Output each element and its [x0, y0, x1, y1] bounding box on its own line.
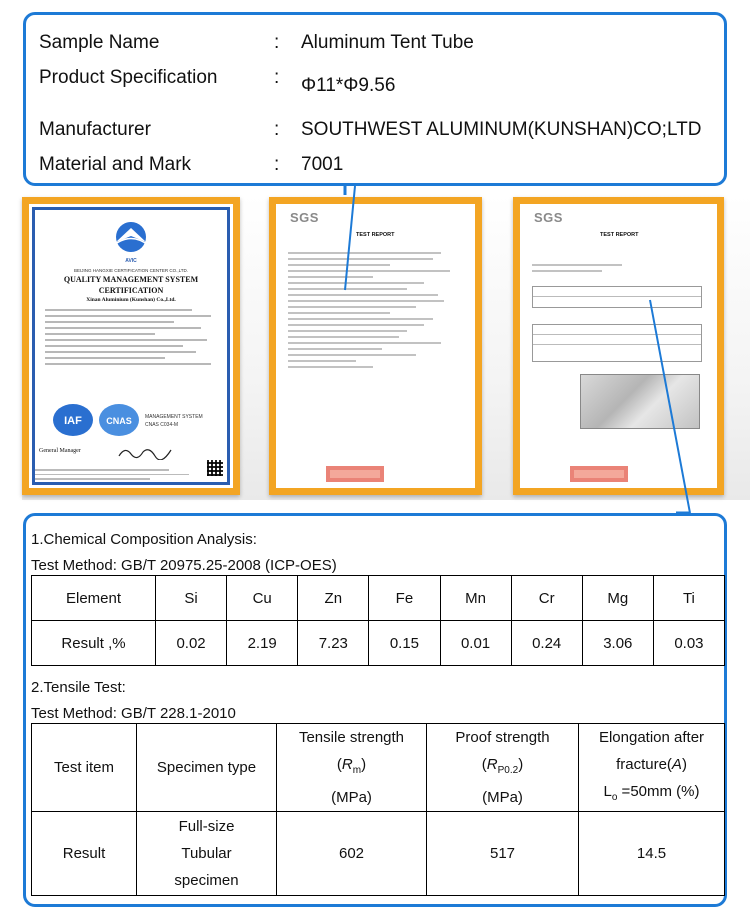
header-line — [427, 751, 578, 784]
tensile-method: Test Method: GB/T 228.1-2010 — [31, 705, 236, 722]
element-cell: Mg — [582, 576, 653, 621]
sample-info-panel — [23, 12, 727, 186]
result-cell: 0.01 — [440, 621, 511, 666]
specimen-line: Full-size — [178, 818, 235, 835]
cert-footer-text — [35, 466, 227, 483]
row-header-element: Element — [32, 576, 156, 621]
info-label: Manufacturer — [39, 119, 151, 140]
table-row — [32, 812, 725, 896]
header-line: Tensile strength — [298, 729, 405, 746]
sgs-logo: SGS — [534, 210, 563, 225]
chemical-heading: 1.Chemical Composition Analysis: — [31, 531, 257, 548]
table-row — [32, 576, 725, 621]
sgs-test-report-page2 — [513, 197, 724, 495]
lo-symbol: L — [603, 783, 612, 800]
proof-value: 517 — [427, 812, 579, 896]
report-text-block — [532, 264, 632, 276]
avic-logo-text: AVIC — [125, 258, 137, 264]
info-label: Product Specification — [39, 67, 218, 88]
table-row — [32, 621, 725, 666]
gauge-length: =50mm (%) — [617, 783, 700, 800]
header-test-item: Test item — [32, 724, 137, 812]
element-cell: Cu — [227, 576, 298, 621]
info-colon: : — [274, 67, 280, 88]
cert-org-name: BEIJING HANGXIE CERTIFICATION CENTER CO.,LTD. — [73, 268, 188, 273]
test-report-title: TEST REPORT — [600, 232, 639, 238]
lo-subscript: o — [611, 792, 618, 803]
specimen-line: Tubular — [181, 845, 232, 862]
rp-symbol: R — [486, 756, 498, 773]
header-line: (MPa) — [482, 789, 523, 806]
chemical-composition-table — [31, 575, 725, 666]
certificate-strip — [22, 195, 750, 500]
tensile-test-table — [31, 723, 725, 896]
element-cell: Fe — [369, 576, 440, 621]
header-line — [579, 778, 724, 811]
paren: ) — [681, 756, 687, 773]
test-report-title: TEST REPORT — [356, 232, 395, 238]
rm-subscript: m — [352, 765, 362, 776]
element-cell: Zn — [298, 576, 369, 621]
result-cell: 2.19 — [227, 621, 298, 666]
info-label: Material and Mark — [39, 154, 192, 175]
header-proof-strength — [427, 724, 579, 812]
element-cell: Ti — [653, 576, 724, 621]
header-elongation — [579, 724, 725, 812]
result-cell: 0.15 — [369, 621, 440, 666]
header-tensile-strength — [277, 724, 427, 812]
badge-caption-2: CNAS C034-M — [145, 422, 179, 428]
qms-certificate — [22, 197, 240, 495]
cert-body-text — [39, 309, 223, 365]
info-value: SOUTHWEST ALUMINUM(KUNSHAN)CO;LTD — [301, 119, 702, 140]
result-cell: 3.06 — [582, 621, 653, 666]
specimen-cell — [137, 812, 277, 896]
signature-scribble — [117, 444, 177, 460]
chemical-method: Test Method: GB/T 20975.25-2008 (ICP-OES) — [31, 557, 337, 574]
element-cell: Si — [156, 576, 227, 621]
mini-chemical-table — [532, 286, 702, 308]
badge-caption-1: MANAGEMENT SYSTEM — [145, 414, 203, 420]
header-line — [277, 751, 426, 784]
row-header-result: Result ,% — [32, 621, 156, 666]
cert-company: Xinan Aluminium (Kunshan) Co.,Ltd. — [86, 297, 176, 303]
tensile-value: 602 — [277, 812, 427, 896]
element-cell: Mn — [440, 576, 511, 621]
result-cell: 0.02 — [156, 621, 227, 666]
cert-title-line1: QUALITY MANAGEMENT SYSTEM — [63, 275, 199, 284]
elongation-value: 14.5 — [579, 812, 725, 896]
red-seal-stamp — [326, 464, 384, 484]
info-value: Aluminum Tent Tube — [301, 32, 474, 53]
info-value: Φ11*Φ9.56 — [301, 75, 396, 96]
header-line: Elongation after — [598, 729, 705, 746]
report-text-block — [288, 252, 458, 372]
sample-photo — [580, 374, 700, 429]
header-specimen-type: Specimen type — [137, 724, 277, 812]
table-row — [32, 724, 725, 812]
result-cell: 0.03 — [653, 621, 724, 666]
result-cell: 0.24 — [511, 621, 582, 666]
specimen-line: specimen — [174, 872, 239, 889]
accreditation-badges — [51, 400, 221, 440]
general-manager-signature: General Manager — [39, 448, 81, 454]
tensile-heading: 2.Tensile Test: — [31, 679, 126, 696]
cert-title-line2: CERTIFICATION — [98, 286, 164, 295]
paren: ) — [518, 756, 524, 773]
info-colon: : — [274, 32, 280, 53]
cnas-badge-text: CNAS — [106, 416, 132, 426]
info-colon: : — [274, 154, 280, 175]
avic-logo-icon — [108, 220, 154, 258]
label-text: fracture( — [616, 756, 672, 773]
paren: ( — [336, 756, 342, 773]
info-label: Sample Name — [39, 32, 160, 53]
sgs-test-report-page1 — [269, 197, 482, 495]
a-symbol: A — [671, 756, 682, 773]
paren: ) — [361, 756, 367, 773]
qr-code-icon — [207, 460, 223, 476]
info-colon: : — [274, 119, 280, 140]
rp-subscript: P0.2 — [497, 765, 519, 776]
result-label: Result — [32, 812, 137, 896]
paren: ( — [481, 756, 487, 773]
header-line: (MPa) — [331, 789, 372, 806]
sgs-logo: SGS — [290, 210, 319, 225]
test-results-panel — [23, 513, 727, 907]
info-value: 7001 — [301, 154, 344, 175]
result-cell: 7.23 — [298, 621, 369, 666]
mini-tensile-table — [532, 324, 702, 362]
red-seal-stamp — [570, 464, 628, 484]
iaf-badge-text: IAF — [64, 415, 82, 427]
element-cell: Cr — [511, 576, 582, 621]
header-line: Proof strength — [455, 729, 550, 746]
rm-symbol: R — [341, 756, 353, 773]
header-line — [579, 751, 724, 778]
